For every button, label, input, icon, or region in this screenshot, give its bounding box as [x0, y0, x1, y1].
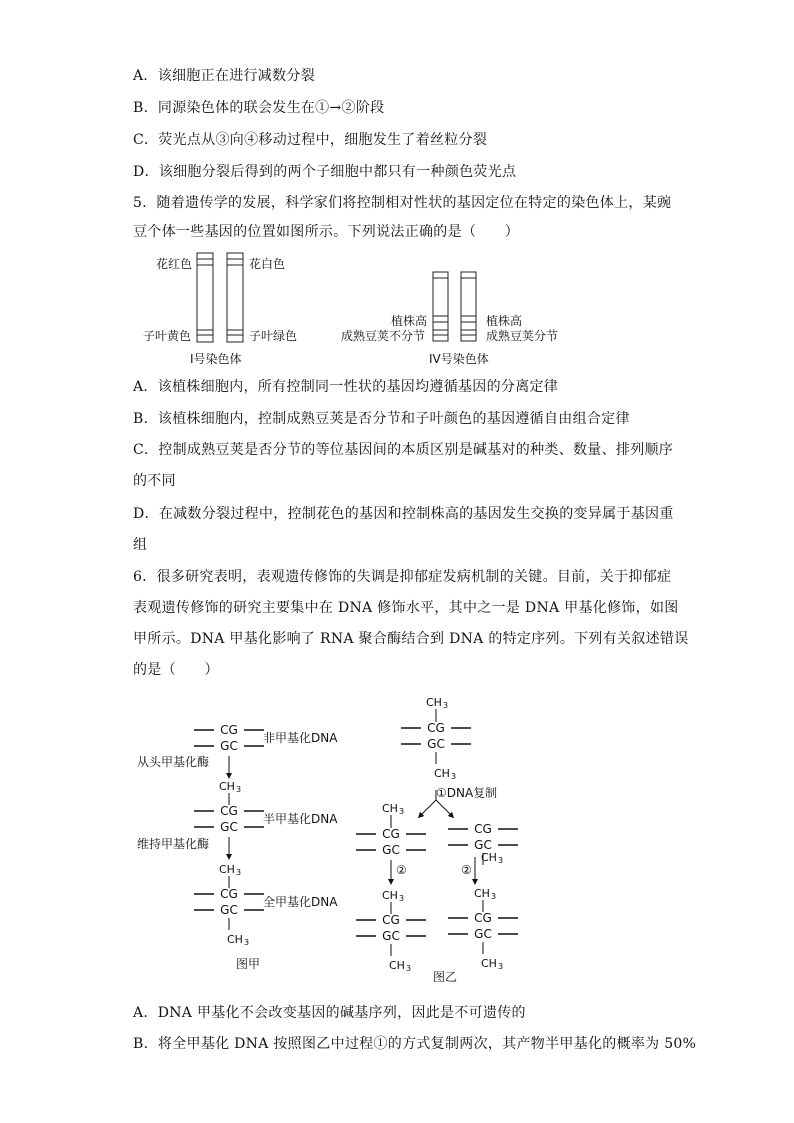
svg-text:CH: CH	[382, 889, 398, 902]
svg-text:CH: CH	[219, 863, 235, 876]
svg-text:CH: CH	[219, 780, 235, 793]
q5-option-d-cont: 组	[133, 537, 148, 553]
svg-text:3: 3	[236, 785, 242, 794]
svg-text:CG: CG	[220, 804, 238, 818]
svg-text:GC: GC	[220, 820, 238, 834]
svg-text:CH: CH	[227, 933, 243, 946]
svg-text:CH: CH	[389, 959, 405, 972]
svg-text:CG: CG	[427, 721, 445, 735]
svg-text:CG: CG	[220, 887, 238, 901]
svg-text:CH: CH	[481, 957, 497, 970]
svg-text:3: 3	[491, 892, 497, 901]
step-2-left: ②	[396, 863, 407, 877]
label-de-novo-methylase: 从头甲基化酶	[137, 755, 210, 769]
label-dna-replication: ①DNA复制	[436, 786, 498, 800]
svg-text:3: 3	[498, 962, 504, 971]
svg-text:3: 3	[451, 772, 457, 781]
dna-daughter-left-hemi	[356, 802, 426, 857]
dna-parent-fully-methylated	[401, 696, 471, 781]
label-plant-tall-left: 植株高	[391, 314, 428, 328]
caption-figure-a: 图甲	[236, 957, 261, 971]
label-non-methylated-dna: 非甲基化DNA	[263, 731, 338, 745]
svg-text:3: 3	[399, 807, 405, 816]
dna-product-left-full	[356, 889, 426, 973]
label-plant-tall-right: 植株高	[486, 314, 523, 328]
q4-option-b: B．同源染色体的联会发生在①→②阶段	[133, 100, 385, 116]
q4-option-a: A．该细胞正在进行减数分裂	[133, 68, 316, 84]
svg-text:GC: GC	[382, 929, 400, 943]
svg-text:3: 3	[236, 868, 242, 877]
q6-stem-line-3: 甲所示。DNA 甲基化影响了 RNA 聚合酶结合到 DNA 的特定序列。下列有关叙述错误	[133, 631, 689, 647]
svg-text:GC: GC	[474, 838, 492, 852]
svg-text:CG: CG	[382, 913, 400, 927]
svg-text:GC: GC	[220, 903, 238, 917]
q6-stem-line-4: 的是（ ）	[133, 662, 219, 678]
svg-text:3: 3	[498, 856, 504, 865]
q5-stem-line-1: 5．随着遗传学的发展，科学家们将控制相对性状的基因定位在特定的染色体上，某豌	[133, 195, 672, 211]
svg-text:CH: CH	[382, 802, 398, 815]
q6-stem-line-2: 表观遗传修饰的研究主要集中在 DNA 修饰水平，其中之一是 DNA 甲基化修饰，如图	[133, 600, 679, 616]
dna-unit-non-methylated	[194, 723, 264, 753]
label-hemi-methylated-dna: 半甲基化DNA	[263, 812, 338, 826]
svg-text:CG: CG	[474, 911, 492, 925]
svg-text:3: 3	[399, 894, 405, 903]
label-pod-unsegmented: 成熟豆荚不分节	[341, 329, 426, 343]
dna-unit-hemi-methylated	[194, 780, 264, 834]
label-cotyledon-green: 子叶绿色	[249, 329, 298, 343]
step-2-right: ②	[461, 863, 472, 877]
label-flower-red: 花红色	[156, 257, 193, 271]
q4-option-d: D．该细胞分裂后得到的两个子细胞中都只有一种颜色荧光点	[133, 164, 517, 180]
q6-option-a: A．DNA 甲基化不会改变基因的碱基序列，因此是不可遗传的	[133, 1005, 526, 1021]
svg-text:3: 3	[406, 964, 412, 973]
svg-text:GC: GC	[474, 927, 492, 941]
svg-text:GC: GC	[220, 739, 238, 753]
label-cotyledon-yellow: 子叶黄色	[143, 329, 192, 343]
svg-text:CH: CH	[426, 696, 442, 709]
q5-option-b: B．该植株细胞内，控制成熟豆荚是否分节和子叶颜色的基因遵循自由组合定律	[133, 411, 630, 427]
svg-text:3: 3	[443, 701, 449, 710]
svg-text:CH: CH	[434, 767, 450, 780]
q4-option-c: C．荧光点从③向④移动过程中，细胞发生了着丝粒分裂	[133, 132, 488, 148]
q5-option-c-cont: 的不同	[133, 473, 176, 489]
dna-unit-fully-methylated	[194, 863, 264, 947]
q6-stem-line-1: 6．很多研究表明，表观遗传修饰的失调是抑郁症发病机制的关键。目前，关于抑郁症	[133, 569, 672, 585]
dna-product-right-full	[448, 887, 518, 971]
q5-stem-line-2: 豆个体一些基因的位置如图所示。下列说法正确的是（ ）	[133, 224, 520, 240]
svg-text:CG: CG	[474, 822, 492, 836]
svg-text:CH: CH	[474, 887, 490, 900]
label-flower-white: 花白色	[249, 257, 286, 271]
label-maintenance-methylase: 维持甲基化酶	[137, 837, 210, 851]
q5-option-a: A．该植株细胞内，所有控制同一性状的基因均遵循基因的分离定律	[133, 379, 559, 395]
label-fully-methylated-dna: 全甲基化DNA	[263, 895, 338, 909]
svg-text:CH: CH	[481, 851, 497, 864]
svg-text:GC: GC	[427, 737, 445, 751]
caption-chromosome-1: I号染色体	[190, 352, 242, 366]
q5-option-d: D．在减数分裂过程中，控制花色的基因和控制株高的基因发生交换的变异属于基因重	[133, 506, 674, 522]
svg-text:CG: CG	[382, 827, 400, 841]
q6-option-b: B．将全甲基化 DNA 按照图乙中过程①的方式复制两次，其产物半甲基化的概率为 50%	[133, 1036, 697, 1052]
label-pod-segmented: 成熟豆荚分节	[486, 329, 559, 343]
q5-option-c: C．控制成熟豆荚是否分节的等位基因间的本质区别是碱基对的种类、数量、排列顺序	[133, 442, 674, 458]
svg-text:GC: GC	[382, 843, 400, 857]
caption-chromosome-4: IV号染色体	[429, 352, 489, 366]
svg-text:CG: CG	[220, 723, 238, 737]
dna-daughter-right-hemi	[448, 822, 518, 865]
svg-text:3: 3	[244, 938, 250, 947]
caption-figure-b: 图乙	[433, 970, 458, 984]
